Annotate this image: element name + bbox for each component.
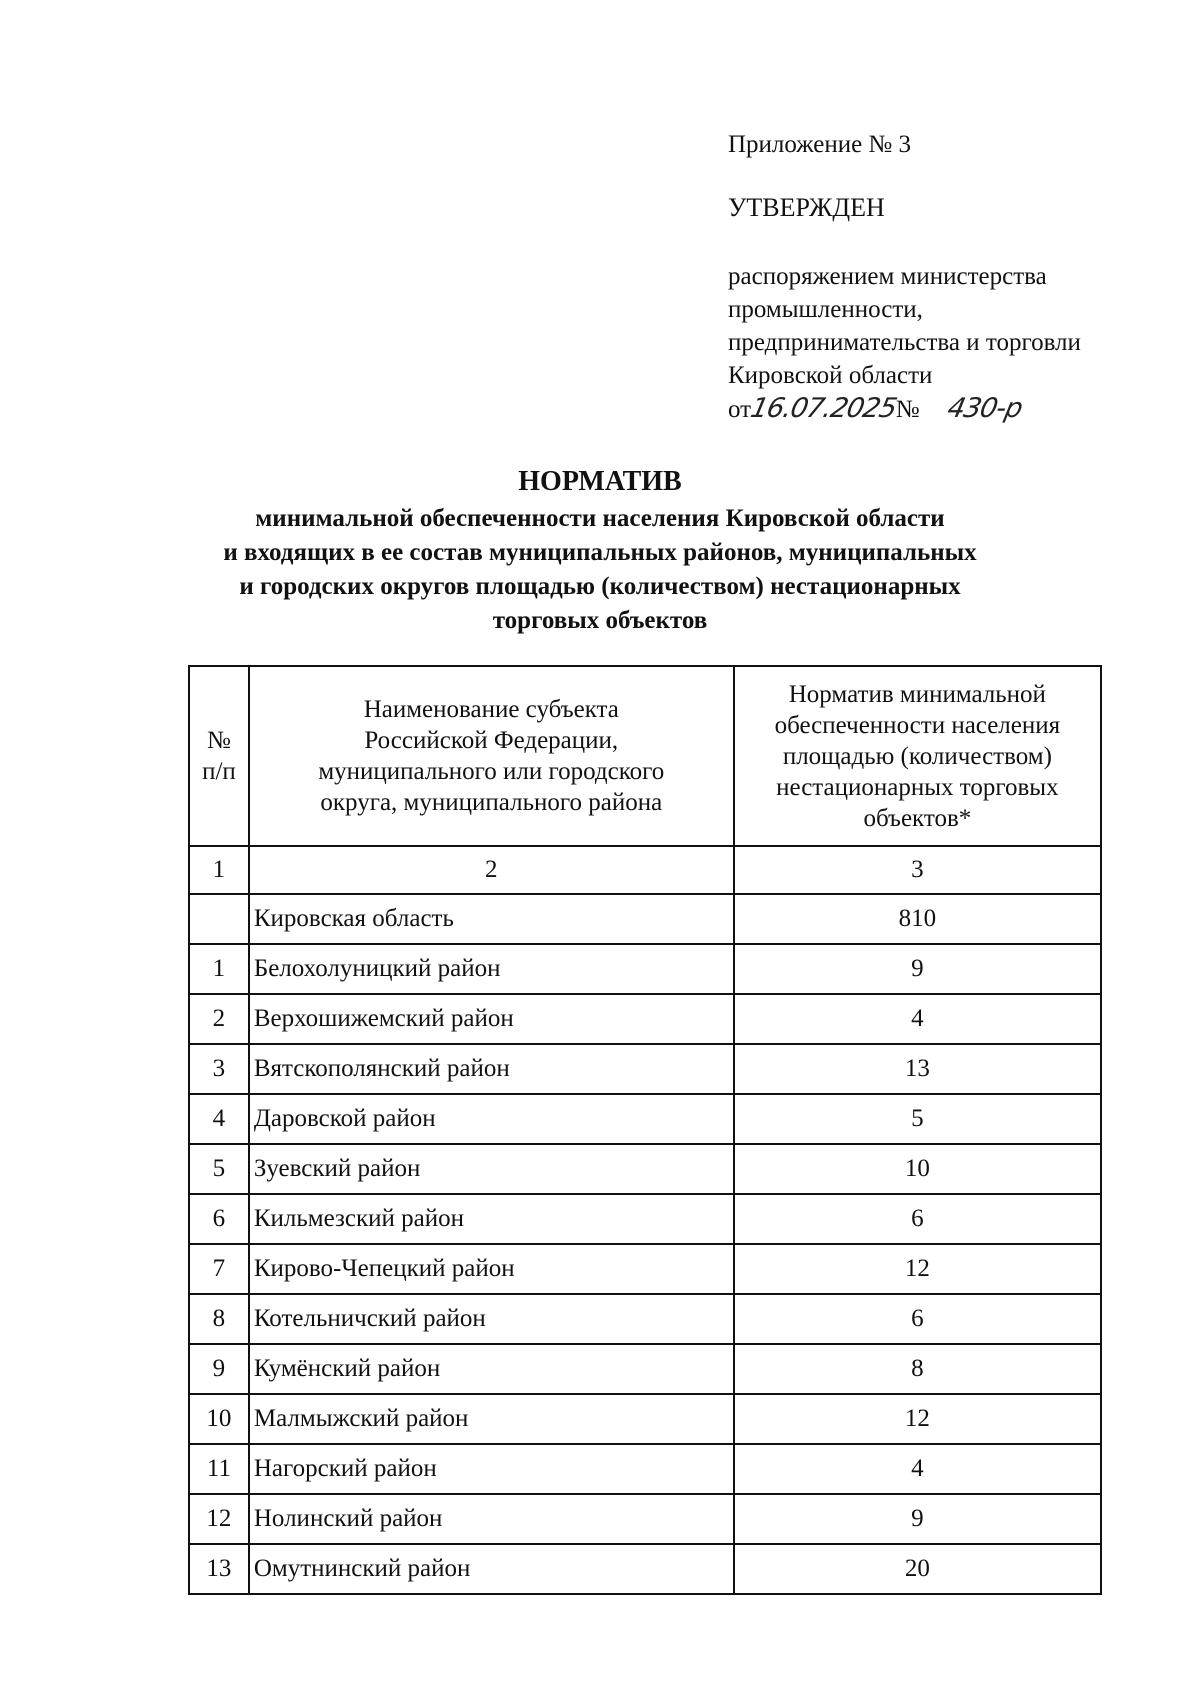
approval-order-line-3: предпринимательства и торговли: [728, 329, 1081, 356]
document-title: [150, 464, 1050, 638]
row-name: Кирово-Чепецкий район: [249, 1244, 734, 1294]
row-number: 10: [189, 1394, 249, 1444]
row-number: 2: [189, 994, 249, 1044]
row-number: 13: [189, 1544, 249, 1594]
order-date-handwritten: 16.07.2025: [747, 393, 899, 424]
row-value: 9: [734, 1494, 1101, 1544]
row-number: 1: [189, 944, 249, 994]
row-value: 4: [734, 1444, 1101, 1494]
row-value: 8: [734, 1344, 1101, 1394]
row-name: Нолинский район: [249, 1494, 734, 1544]
approval-order-line-4: Кировской области: [728, 362, 933, 389]
order-number-label: №: [895, 396, 920, 423]
column-number: 1: [189, 846, 249, 894]
order-prefix: от: [728, 396, 752, 423]
row-value: 20: [734, 1544, 1101, 1594]
approval-block: [728, 128, 1168, 426]
row-number: 5: [189, 1144, 249, 1194]
row-number: 12: [189, 1494, 249, 1544]
table-row: [189, 894, 1101, 944]
approved-stamp-text: УТВЕРЖДЕН: [728, 193, 885, 222]
row-name: Верхошижемский район: [249, 994, 734, 1044]
order-reference: [728, 392, 1168, 426]
title-main: НОРМАТИВ: [518, 466, 682, 497]
row-value: 4: [734, 994, 1101, 1044]
table-row: [189, 1544, 1101, 1594]
row-number: 7: [189, 1244, 249, 1294]
header-number: № п/п: [189, 666, 249, 846]
row-value: 9: [734, 944, 1101, 994]
row-number: 9: [189, 1344, 249, 1394]
row-name: Даровской район: [249, 1094, 734, 1144]
table-row: [189, 944, 1101, 994]
row-value: 12: [734, 1244, 1101, 1294]
annex-number: Приложение № 3: [728, 131, 912, 158]
row-value: 10: [734, 1144, 1101, 1194]
table-row: [189, 1394, 1101, 1444]
row-value: 13: [734, 1044, 1101, 1094]
column-number-row: [189, 846, 1101, 894]
row-value: 12: [734, 1394, 1101, 1444]
table-row: [189, 994, 1101, 1044]
column-number: 3: [734, 846, 1101, 894]
row-name: Кировская область: [249, 894, 734, 944]
row-number: 4: [189, 1094, 249, 1144]
row-name: Белохолуницкий район: [249, 944, 734, 994]
title-sub-line-2: и входящих в ее состав муниципальных районов, муниципальных: [223, 539, 977, 566]
title-sub-line-1: минимальной обеспеченности населения Кировской области: [255, 505, 945, 532]
title-sub-line-4: торговых объектов: [492, 607, 708, 634]
table-row: [189, 1294, 1101, 1344]
row-number: 11: [189, 1444, 249, 1494]
table-row: [189, 1194, 1101, 1244]
table-row: [189, 1444, 1101, 1494]
row-name: Котельничский район: [249, 1294, 734, 1344]
approval-order-line-2: промышленности,: [728, 296, 923, 323]
row-name: Кильмезский район: [249, 1194, 734, 1244]
row-name: Вятскополянский район: [249, 1044, 734, 1094]
header-value: Норматив минимальной обеспеченности населения площадью (количеством) нестационарных торговых объектов*: [734, 666, 1101, 846]
row-name: Зуевский район: [249, 1144, 734, 1194]
row-value: 5: [734, 1094, 1101, 1144]
title-sub-line-3: и городских округов площадью (количеством) нестационарных: [239, 573, 961, 600]
row-value: 810: [734, 894, 1101, 944]
row-name: Омутнинский район: [249, 1544, 734, 1594]
table-row: [189, 1044, 1101, 1094]
table-row: [189, 1244, 1101, 1294]
table-row: [189, 1494, 1101, 1544]
row-name: Нагорский район: [249, 1444, 734, 1494]
row-value: 6: [734, 1194, 1101, 1244]
row-number: 3: [189, 1044, 249, 1094]
table-header-row: [189, 666, 1101, 846]
column-number: 2: [249, 846, 734, 894]
row-number: 6: [189, 1194, 249, 1244]
norm-table: [188, 665, 1102, 1595]
approval-order-line-1: распоряжением министерства: [728, 263, 1047, 290]
row-number: [189, 894, 249, 944]
table-row: [189, 1144, 1101, 1194]
row-name: Кумёнский район: [249, 1344, 734, 1394]
row-value: 6: [734, 1294, 1101, 1344]
header-name: Наименование субъекта Российской Федерации, муниципального или городского округа, муниципального района: [249, 666, 734, 846]
row-number: 8: [189, 1294, 249, 1344]
table-row: [189, 1094, 1101, 1144]
table-row: [189, 1344, 1101, 1394]
order-number-handwritten: 430-р: [944, 393, 1025, 424]
row-name: Малмыжский район: [249, 1394, 734, 1444]
